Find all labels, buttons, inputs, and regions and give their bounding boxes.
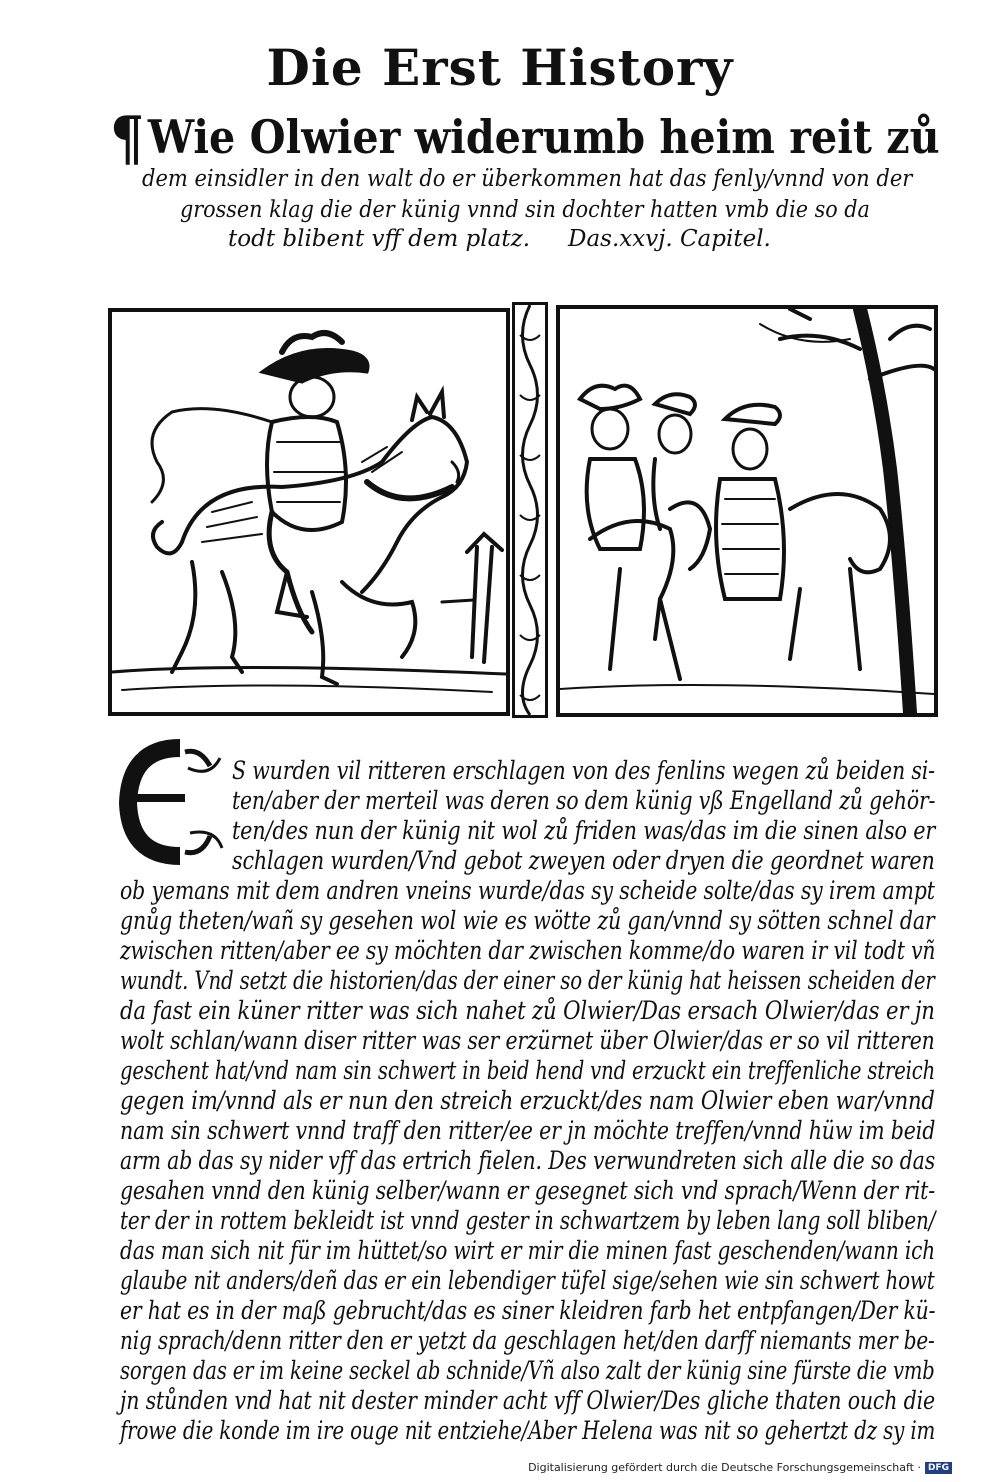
body-line: gegen im/vnnd als er nun den streich erzuckt/des nam Olwier eben war/vnnd bbox=[120, 1086, 935, 1115]
body-line: geschent hat/vnd nam sin schwert in beid hend vnd erzuckt ein treffenliche streich bbox=[120, 1056, 936, 1085]
body-line: er hat es in der maß gebrucht/das es siner kleidren farb het entpfangen/Der kü- bbox=[120, 1296, 936, 1325]
vine-ornament-image bbox=[515, 305, 545, 715]
body-line: da fast ein küner ritter was sich nahet zů Olwier/Das ersach Olwier/das er jn bbox=[120, 996, 935, 1025]
body-line: wundt. Vnd setzt die historien/das der einer so der künig hat heissen scheiden der bbox=[120, 966, 935, 995]
body-line: gesahen vnnd den künig selber/wann er gesegnet sich vnd sprach/Wenn der rit- bbox=[120, 1176, 935, 1205]
chapter-label: Das.xxvj. Capitel. bbox=[568, 226, 771, 252]
woodcut-illustration-left bbox=[108, 308, 510, 716]
body-line: ter der in rottem bekleidt ist vnnd gester in schwartzem by leben lang soll bliben/ bbox=[120, 1206, 936, 1235]
digitization-footer bbox=[528, 1461, 952, 1474]
dfg-logo: DFG bbox=[925, 1462, 952, 1474]
body-line: gnůg theten/wañ sy gesehen wol wie es wötte zů gan/vnnd sy sötten schnel dar bbox=[120, 906, 935, 935]
body-line: arm ab das sy nider vff das ertrich fielen. Des verwundreten sich alle die so das bbox=[120, 1146, 936, 1175]
body-line: schlagen wurden/Vnd gebot zweyen oder dryen die geordnet waren bbox=[232, 846, 935, 875]
chapter-subtitle-line-1: dem einsidler in den walt do er überkommen hat das fenly/vnnd von der bbox=[142, 166, 913, 192]
body-line: wolt schlan/wann diser ritter was ser erzürnet über Olwier/das er so vil ritteren bbox=[120, 1026, 935, 1055]
drop-cap-image bbox=[110, 738, 228, 866]
body-line: ob yemans mit dem andren vneins wurde/das sy scheide solte/das sy irem ampt bbox=[120, 876, 935, 905]
running-head: Die Erst History bbox=[266, 38, 734, 97]
woodcut-illustration-right bbox=[556, 305, 938, 717]
body-line: frowe die konde im ire ouge nit entziehe/Aber Helena was nit so gehertzt dz sy im bbox=[120, 1416, 936, 1445]
woodcut-travellers-image bbox=[560, 309, 934, 713]
woodcut-rider-image bbox=[112, 312, 506, 712]
body-line: ten/aber der merteil was deren so dem künig vß Engelland zů gehör- bbox=[232, 786, 936, 815]
body-line: das man sich nit für im hüttet/so wirt er mir die minen fast geschenden/wann ich bbox=[120, 1236, 936, 1265]
chapter-subtitle-line-2: grossen klag die der künig vnnd sin dochter hatten vmb die so da bbox=[180, 197, 870, 223]
chapter-title-text: Wie Olwier widerumb heim reit zů bbox=[147, 110, 940, 164]
footer-credit-text: Digitalisierung gefördert durch die Deutsche Forschungsgemeinschaft · bbox=[528, 1461, 921, 1474]
pilcrow-mark: ¶ bbox=[110, 104, 145, 174]
body-line: glaube nit anders/deñ das er ein lebendiger tüfel sige/sehen wie sin schwert howt bbox=[120, 1266, 935, 1295]
body-line: zwischen ritten/aber ee sy möchten dar zwischen komme/do waren ir vil todt vñ bbox=[120, 936, 936, 965]
chapter-subtitle-text: todt blibent vff dem platz. bbox=[228, 226, 531, 252]
body-line: ten/des nun der künig nit wol zů friden was/das im die sinen also er bbox=[232, 816, 936, 845]
body-line: S wurden vil ritteren erschlagen von des fenlins wegen zů beiden si- bbox=[232, 756, 935, 785]
body-line: sorgen das er im keine seckel ab schnide/Vñ also zalt der künig sine fürste die vmb bbox=[120, 1356, 935, 1385]
chapter-title bbox=[110, 104, 940, 174]
chapter-subtitle-line-3 bbox=[228, 226, 788, 252]
body-line: jn stůnden vnd hat nit dester minder acht vff Olwier/Des gliche thaten ouch die bbox=[120, 1386, 936, 1415]
ornamental-border-strip bbox=[512, 302, 548, 718]
body-line: nig sprach/denn ritter den er yetzt da geschlagen het/den darff niemants mer be- bbox=[120, 1326, 935, 1355]
body-line: nam sin schwert vnnd traff den ritter/ee er jn möchte treffen/vnnd hüw im beid bbox=[120, 1116, 936, 1145]
drop-cap bbox=[110, 738, 228, 866]
